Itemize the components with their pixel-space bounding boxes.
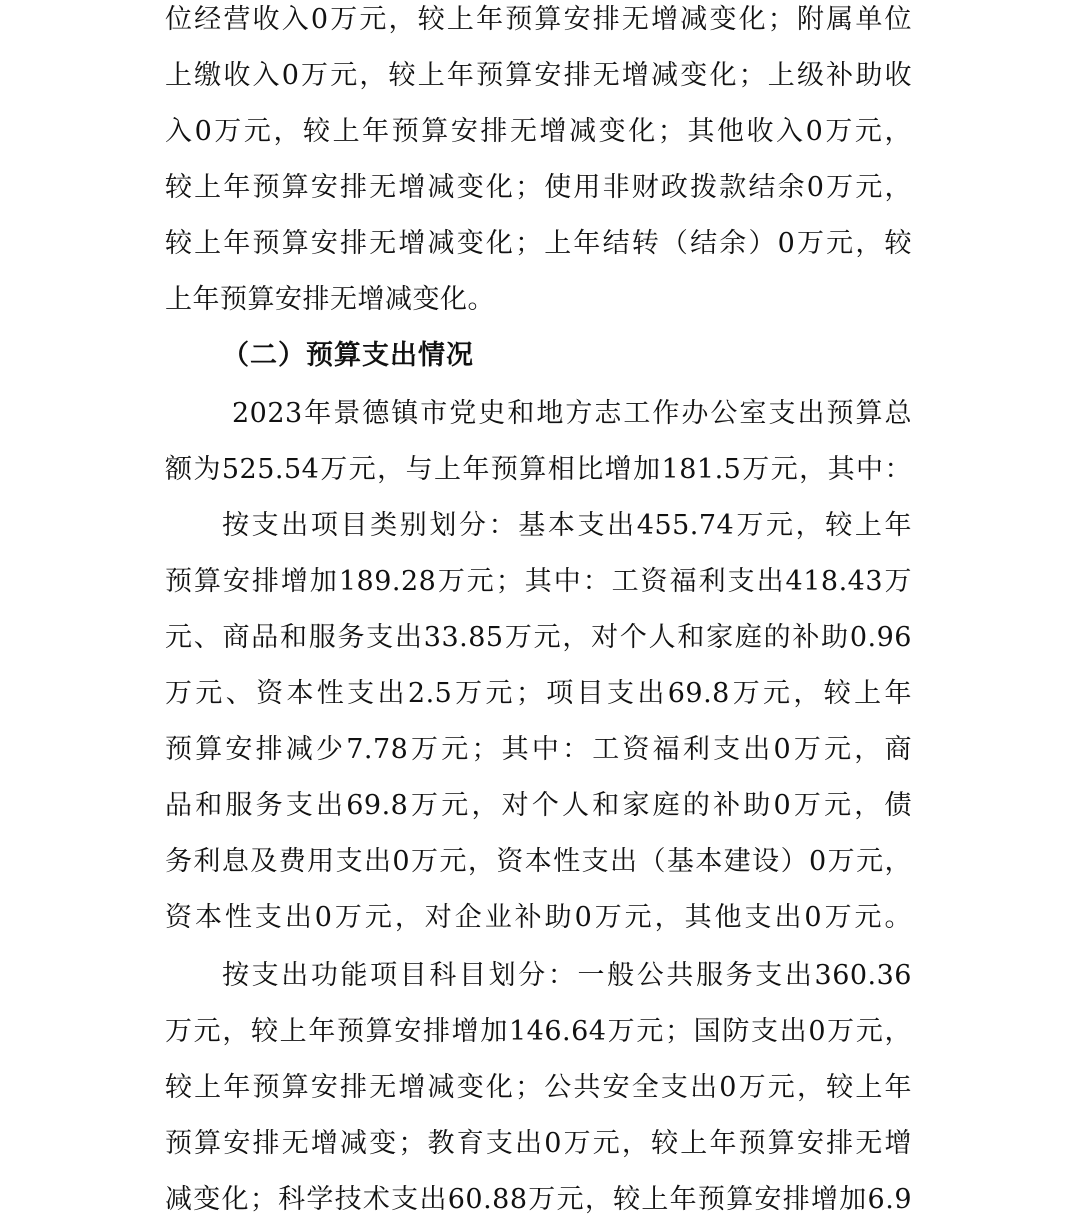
paragraph3-line-3: 元、商品和服务支出33.85万元，对个人和家庭的补助0.96 xyxy=(165,622,912,653)
paragraph1-line-5: 较上年预算安排无增减变化；上年结转（结余）0万元，较 xyxy=(165,228,912,259)
paragraph1-line-1: 位经营收入0万元，较上年预算安排无增减变化；附属单位 xyxy=(165,4,912,35)
paragraph3-line-6: 品和服务支出69.8万元，对个人和家庭的补助0万元，债 xyxy=(165,790,912,821)
paragraph2-line-2: 额为525.54万元，与上年预算相比增加181.5万元，其中： xyxy=(165,454,912,485)
paragraph1-line-6: 上年预算安排无增减变化。 xyxy=(165,284,495,315)
paragraph1-line-3: 入0万元，较上年预算安排无增减变化；其他收入0万元， xyxy=(165,116,912,147)
paragraph4-line-5: 减变化；科学技术支出60.88万元，较上年预算安排增加6.9 xyxy=(165,1184,912,1215)
section-heading: （二）预算支出情况 xyxy=(222,340,474,371)
paragraph4-line-4: 预算安排无增减变；教育支出0万元，较上年预算安排无增 xyxy=(165,1128,912,1159)
paragraph4-line-2: 万元，较上年预算安排增加146.64万元；国防支出0万元， xyxy=(165,1016,912,1047)
paragraph4-line-3: 较上年预算安排无增减变化；公共安全支出0万元，较上年 xyxy=(165,1072,912,1103)
paragraph3-line-8: 资本性支出0万元，对企业补助0万元，其他支出0万元。 xyxy=(165,902,912,933)
paragraph3-line-2: 预算安排增加189.28万元；其中：工资福利支出418.43万 xyxy=(165,566,912,597)
paragraph1-line-2: 上缴收入0万元，较上年预算安排无增减变化；上级补助收 xyxy=(165,60,912,91)
paragraph3-line-1: 按支出项目类别划分：基本支出455.74万元，较上年 xyxy=(222,510,912,541)
paragraph3-line-7: 务利息及费用支出0万元，资本性支出（基本建设）0万元， xyxy=(165,846,912,877)
paragraph3-line-4: 万元、资本性支出2.5万元；项目支出69.8万元，较上年 xyxy=(165,678,912,709)
paragraph3-line-5: 预算安排减少7.78万元；其中：工资福利支出0万元，商 xyxy=(165,734,912,765)
paragraph2-line-1: 2023年景德镇市党史和地方志工作办公室支出预算总 xyxy=(232,398,912,429)
paragraph1-line-4: 较上年预算安排无增减变化；使用非财政拨款结余0万元， xyxy=(165,172,912,203)
paragraph4-line-1: 按支出功能项目科目划分：一般公共服务支出360.36 xyxy=(222,960,912,991)
